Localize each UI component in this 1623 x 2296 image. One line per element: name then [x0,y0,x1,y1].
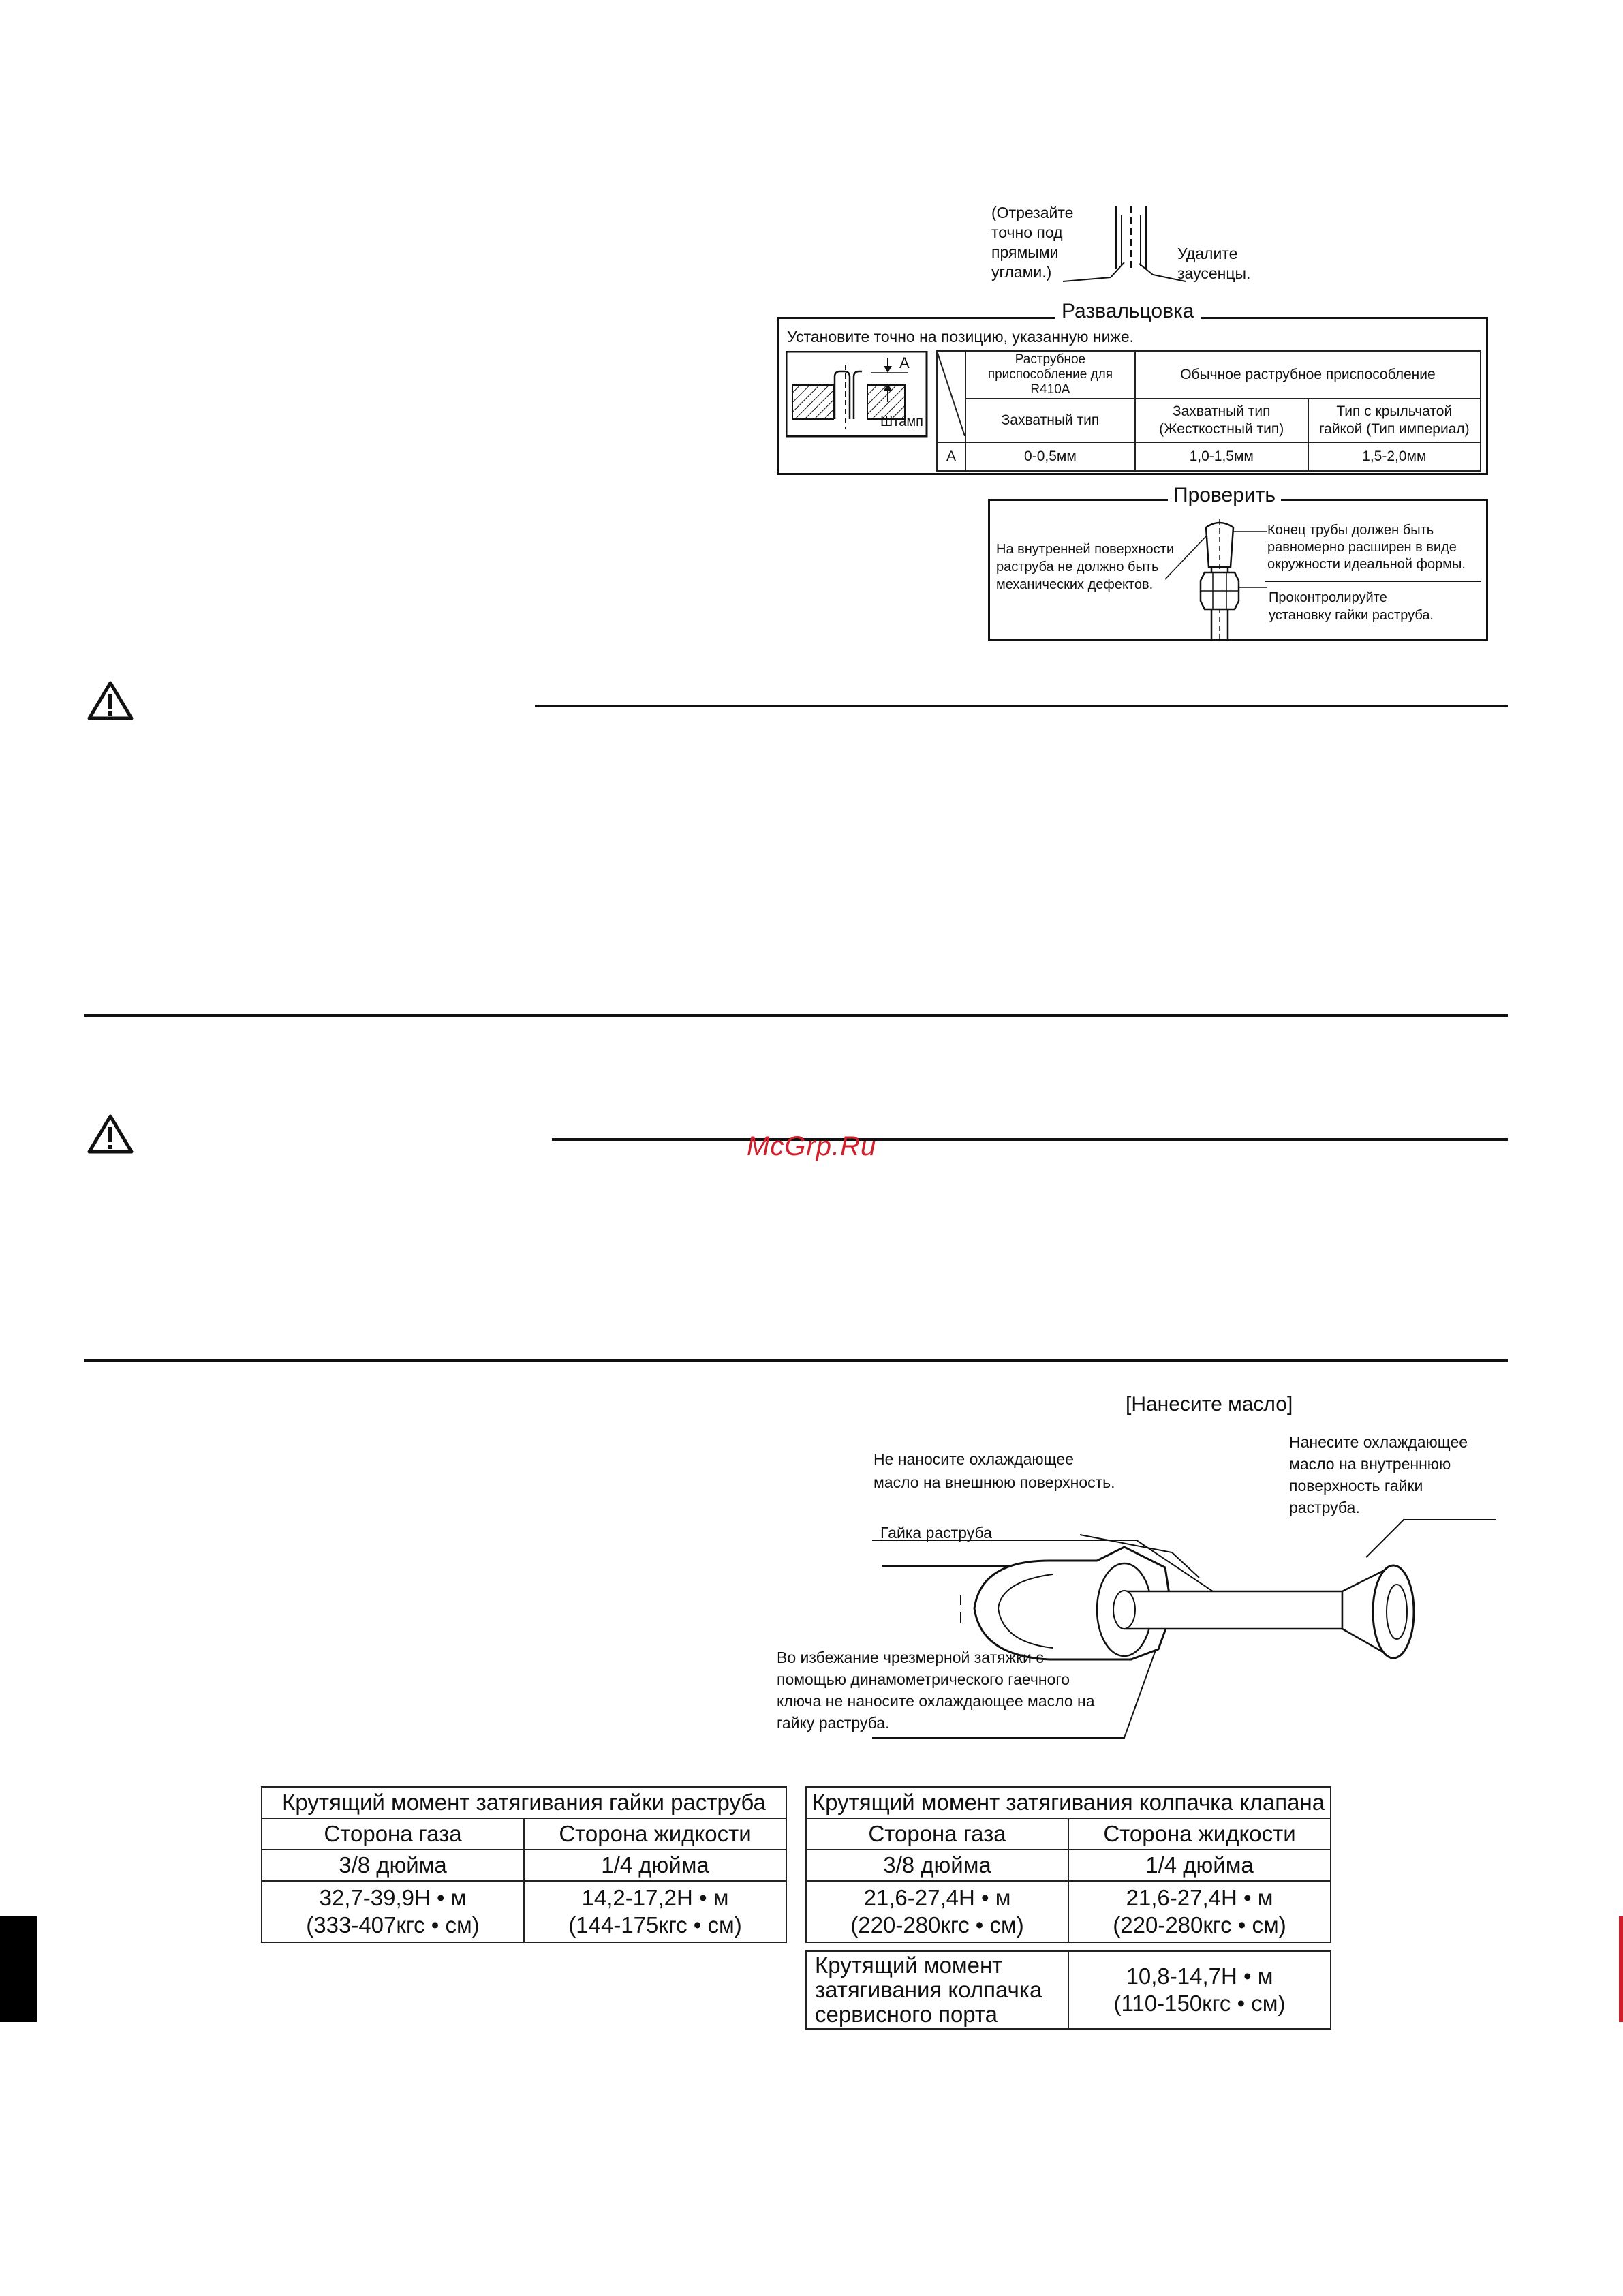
torque-valve-cap-table [805,1786,1331,1943]
note-line: масло на внешнюю поверхность. [874,1473,1115,1491]
cut-note-line: углами.) [991,263,1052,281]
warning-icon [87,1114,134,1154]
value-line: 10,8-14,7Н • м [1126,1963,1273,1989]
flaring-row-label: A [937,442,965,471]
note-line: помощью динамометрического гаечного [777,1670,1070,1688]
torque-service-label [806,1951,1068,2029]
value-line: (220-280кгс • см) [1113,1912,1286,1938]
flaring-header-conventional: Обычное раструбное приспособление [1135,351,1481,399]
check-title: Проверить [1168,484,1281,507]
warning-icon [87,680,134,721]
torque-cap-header-gas: Сторона газа [806,1818,1068,1850]
note-line: Во избежание чрезмерной затяжки с [777,1649,1044,1666]
value-line: (144-175кгс • см) [568,1912,742,1938]
check-right-note-bottom [1269,589,1434,624]
note-line: Конец трубы должен быть [1267,523,1434,538]
note-line: раструба не должно быть [996,560,1159,575]
torque-cap-header-liquid: Сторона жидкости [1068,1818,1331,1850]
value-line: (220-280кгс • см) [850,1912,1024,1938]
flaring-col-wing-nut [1308,399,1481,442]
diagonal-line [938,353,965,436]
value-line: 14,2-17,2Н • м [581,1885,729,1910]
flaring-value: 1,5-2,0мм [1308,442,1481,471]
flaring-col-clutch-rigid [1135,399,1308,442]
cut-note-left [991,203,1073,282]
value-line: 21,6-27,4Н • м [863,1885,1011,1910]
note-line: ключа не наносите охлаждающее масло на [777,1692,1095,1710]
torque-cap-value-liquid [1068,1881,1331,1942]
header-line: Захватный тип [1172,403,1271,419]
flaring-instruction: Установите точно на позицию, указанную ниже. [787,328,1134,346]
torque-service-port-table [805,1950,1331,2030]
flaring-table [936,350,1481,472]
header-line: гайкой (Тип империал) [1318,421,1470,437]
header-line: Раструбное [1015,352,1086,367]
oil-title: [Нанесите масло] [1126,1393,1293,1415]
note-line: Нанесите охлаждающее [1289,1433,1468,1451]
value-line: (110-150кгс • см) [1113,1991,1286,2016]
note-line: механических дефектов. [996,577,1154,592]
cut-note-line: Удалите [1177,245,1238,262]
torque-nut-header-liquid: Сторона жидкости [524,1818,786,1850]
pipe-cut-diagram [1063,201,1192,286]
check-divider [1265,581,1481,582]
cut-note-line: точно под [991,224,1063,241]
flaring-label-a: A [899,354,910,371]
cut-note-line: (Отрезайте [991,204,1074,221]
label-line: затягивания колпачка [815,1977,1042,2002]
torque-cap-size-gas: 3/8 дюйма [806,1850,1068,1881]
note-line: Не наносите охлаждающее [874,1450,1074,1468]
note-line: поверхность гайки [1289,1477,1423,1495]
flaring-col-clutch: Захватный тип [965,399,1135,442]
flaring-value: 0-0,5мм [965,442,1135,471]
torque-nut-title: Крутящий момент затягивания гайки раструба [262,1787,786,1818]
watermark: McGrp.Ru [747,1131,877,1161]
torque-nut-size-liquid: 1/4 дюйма [524,1850,786,1881]
page-edge-tab [0,1916,37,2022]
flaring-label-die: Штамп [880,414,923,429]
oil-flare-nut-label: Гайка раструба [880,1524,992,1542]
section-divider [84,1359,1508,1362]
torque-cap-size-liquid: 1/4 дюйма [1068,1850,1331,1881]
warning-rule [535,705,1508,707]
cut-note-line: заусенцы. [1177,264,1251,282]
header-line: Тип с крыльчатой [1336,403,1453,419]
flaring-table-corner [937,351,965,442]
torque-nut-header-gas: Сторона газа [262,1818,524,1850]
oil-avoid-note [777,1647,1095,1734]
torque-nut-value-gas [262,1881,524,1942]
torque-nut-value-liquid [524,1881,786,1942]
page-edge-mark [1619,1916,1623,2022]
torque-service-value [1068,1951,1331,2029]
torque-nut-size-gas: 3/8 дюйма [262,1850,524,1881]
note-line: масло на внутреннюю [1289,1455,1451,1473]
note-line: окружности идеальной формы. [1267,557,1466,572]
value-line: 32,7-39,9Н • м [319,1885,467,1910]
warning-rule [552,1138,1508,1141]
note-line: установку гайки раструба. [1269,608,1434,623]
cut-note-right [1177,244,1250,284]
note-line: На внутренней поверхности [996,542,1175,557]
flared-pipe-diagram [1165,512,1274,639]
note-line: равномерно расширен в виде [1267,540,1457,555]
flaring-header-r410a [965,351,1135,399]
torque-cap-value-gas [806,1881,1068,1942]
value-line: 21,6-27,4Н • м [1126,1885,1273,1910]
torque-cap-title: Крутящий момент затягивания колпачка клапана [806,1787,1331,1818]
header-line: приспособление для R410A [987,367,1113,397]
torque-flare-nut-table [261,1786,787,1943]
section-divider [84,1014,1508,1017]
cut-note-line: прямыми [991,243,1059,261]
note-line: Проконтролируйте [1269,590,1387,605]
label-line: Крутящий момент [815,1953,1003,1978]
note-line: раструба. [1289,1499,1360,1516]
check-right-note-top [1267,522,1466,573]
note-line: гайку раструба. [777,1714,890,1732]
value-line: (333-407кгс • см) [306,1912,480,1938]
label-line: сервисного порта [815,2002,998,2027]
flaring-value: 1,0-1,5мм [1135,442,1308,471]
header-line: (Жесткостный тип) [1159,421,1284,437]
check-left-note [996,540,1174,594]
flaring-title: Развальцовка [1055,300,1201,323]
